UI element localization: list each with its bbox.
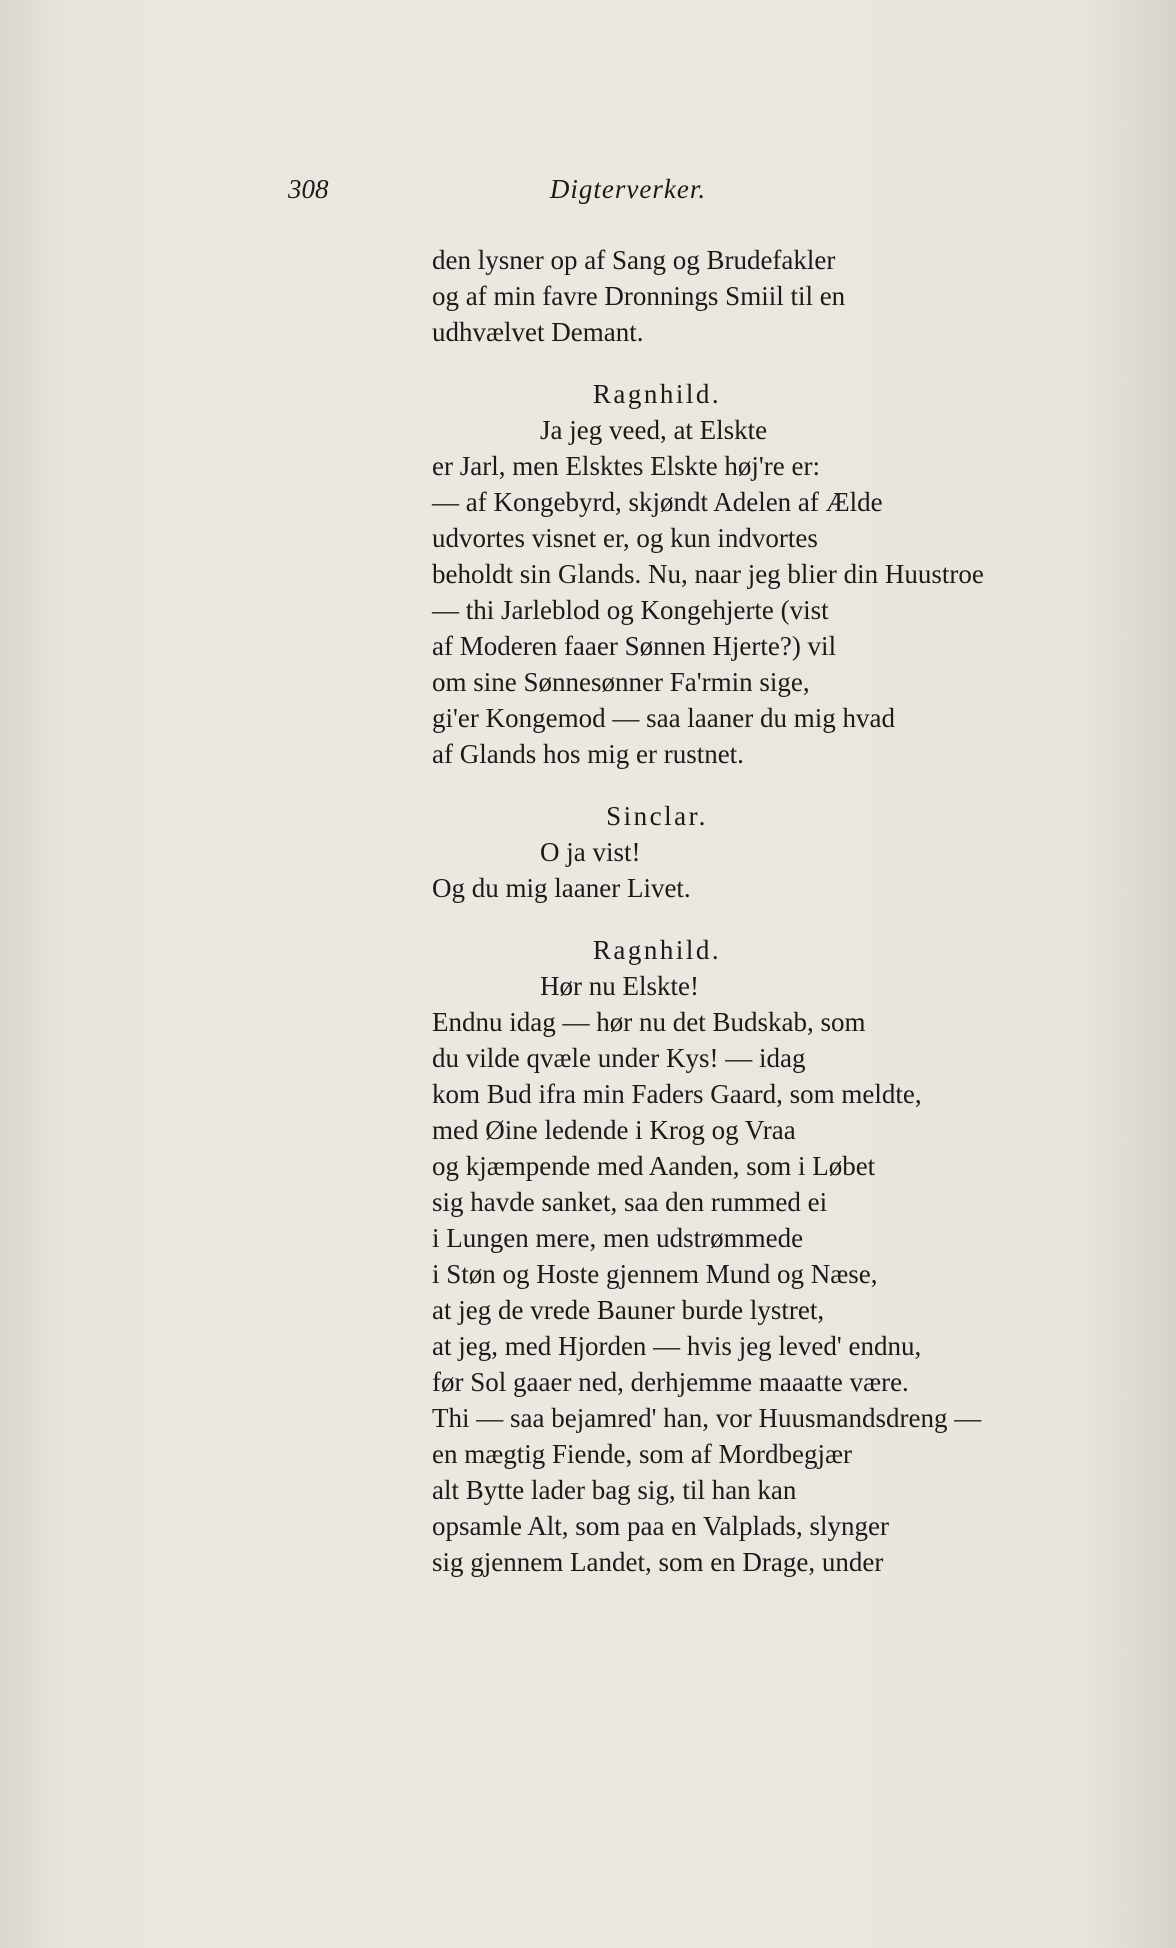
verse-line: af Glands hos mig er rustnet.	[432, 739, 744, 769]
verse-line: og kjæmpende med Aanden, som i Løbet	[432, 1151, 876, 1181]
verse-line: Thi — saa bejamred' han, vor Huusmandsdreng —	[432, 1403, 982, 1433]
verse-line: med Øine ledende i Krog og Vraa	[432, 1115, 796, 1145]
speaker-name: Ragnhild.	[592, 935, 722, 965]
verse-line: O ja vist!	[540, 837, 641, 867]
page-number: 308	[288, 174, 329, 204]
verse-text	[432, 242, 1092, 1580]
page-header	[288, 174, 928, 214]
verse-line: gi'er Kongemod — saa laaner du mig hvad	[432, 703, 895, 733]
verse-line: før Sol gaaer ned, derhjemme maaatte være.	[432, 1367, 909, 1397]
verse-line: — af Kongebyrd, skjøndt Adelen af Ælde	[432, 487, 883, 517]
verse-line: udvortes visnet er, og kun indvortes	[432, 523, 818, 553]
verse-line: sig havde sanket, saa den rummed ei	[432, 1187, 828, 1217]
verse-line: om sine Sønnesønner Fa'rmin sige,	[432, 667, 810, 697]
verse-line: at jeg de vrede Bauner burde lystret,	[432, 1295, 825, 1325]
verse-line: Ja jeg veed, at Elskte	[540, 415, 768, 445]
speaker-name: Sinclar.	[606, 801, 708, 831]
verse-line: opsamle Alt, som paa en Valplads, slynger	[432, 1511, 889, 1541]
verse-line: at jeg, med Hjorden — hvis jeg leved' endnu,	[432, 1331, 922, 1361]
running-title: Digterverker.	[549, 174, 707, 204]
verse-line: udhvælvet Demant.	[432, 317, 644, 347]
verse-line: Endnu idag — hør nu det Budskab, som	[432, 1007, 866, 1037]
verse-line: en mægtig Fiende, som af Mordbegjær	[432, 1439, 852, 1469]
verse-line: af Moderen faaer Sønnen Hjerte?) vil	[432, 631, 837, 661]
speaker-name: Ragnhild.	[592, 379, 722, 409]
verse-line: Og du mig laaner Livet.	[432, 873, 691, 903]
verse-line: og af min favre Dronnings Smiil til en	[432, 281, 846, 311]
verse-line: beholdt sin Glands. Nu, naar jeg blier din Huustroe	[432, 559, 984, 589]
verse-line: du vilde qvæle under Kys! — idag	[432, 1043, 806, 1073]
verse-line: — thi Jarleblod og Kongehjerte (vist	[432, 595, 829, 625]
verse-line: kom Bud ifra min Faders Gaard, som meldte,	[432, 1079, 922, 1109]
verse-line: alt Bytte lader bag sig, til han kan	[432, 1475, 797, 1505]
verse-line: den lysner op af Sang og Brudefakler	[432, 245, 836, 275]
verse-line: i Lungen mere, men udstrømmede	[432, 1223, 804, 1253]
verse-line: Hør nu Elskte!	[540, 971, 699, 1001]
verse-line: er Jarl, men Elsktes Elskte høj're er:	[432, 451, 820, 481]
verse-line: i Støn og Hoste gjennem Mund og Næse,	[432, 1259, 878, 1289]
verse-line: sig gjennem Landet, som en Drage, under	[432, 1547, 884, 1577]
